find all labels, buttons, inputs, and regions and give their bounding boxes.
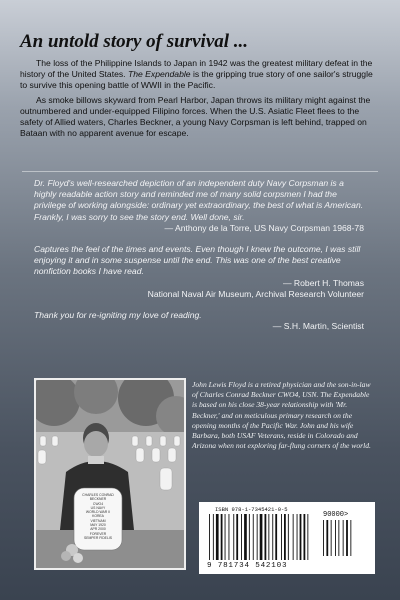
testimonial [34,310,364,332]
testimonial-attribution-affiliation: National Naval Air Museum, Archival Research Volunteer [147,288,364,299]
barcode-bar [236,514,238,560]
author-photo [34,378,186,570]
barcode-bar [268,514,269,560]
barcode-bar [265,514,267,560]
headstone-inscription: CHARLES CONRAD BECKNER CWO4 US NAVY WORLD WAR II KOREA VIETNAM MAY 1920 APR 2000 FOREVER SEMPER FIDELIS [82,493,114,540]
author-bio: John Lewis Floyd is a retired physician and the son-in-law of Charles Conrad Beckner CWO4, USN. The Expendable is based on his close 38-year relationship with 'Mr. Beckner,' and on meticulous primary research on the opening months of the Pacific War. John and his wife Barbara, both USAF Veterans, reside in Colorado and Arizona when not exploring far-flung corners of the world. [192,380,371,451]
barcode-bar [213,514,214,560]
testimonial-attribution: — S.H. Martin, Scientist [272,321,364,332]
barcode-bar [229,514,230,560]
barcode-bar [244,514,247,560]
price-code: 90000> [323,511,349,519]
addon-bar [338,520,339,556]
headline: An untold story of survival ... [20,31,249,52]
barcode-bar [272,514,273,560]
barcode-bar [257,514,258,560]
testimonial-attribution: — Robert H. Thomas [282,277,364,288]
testimonial-text: Thank you for re-igniting my love of reading. [34,310,202,321]
barcode-bar [281,514,282,560]
addon-bar [335,520,336,556]
barcode-bar [249,514,250,560]
addon-bar [331,520,332,556]
addon-bar [350,520,351,556]
intro-paragraph-1: The loss of the Philippine Islands to Japan in 1942 was the greatest military defeat in the history of the United States. The Expendable is the gripping true story of one sailor's struggle to survive this opening battle of WWII in the Pacific. [20,58,373,91]
barcode-bar [307,514,308,560]
barcode-bar [288,514,289,560]
barcode-bar [225,514,226,560]
barcode-bar [209,514,210,560]
isbn-barcode [199,502,375,574]
section-divider [22,171,378,172]
testimonial-text: Captures the feel of the times and events. Even though I knew the outcome, I was still enjoying it and in some suspense until the end. This was one of the best creative nonfiction books I have read. [34,244,361,277]
barcode-bar [275,514,277,560]
intro-section [20,58,380,139]
addon-bar [326,520,328,556]
barcode-bar [300,514,302,560]
barcode-bar [293,514,294,560]
barcode-bar [233,514,234,560]
barcode-bar [216,514,219,560]
barcode-bar [297,514,298,560]
addon-bar [346,520,348,556]
testimonial [34,244,364,300]
barcode-bar [260,514,263,560]
barcode-bar [221,514,223,560]
barcode-bar [284,514,286,560]
book-title-inline: The Expendable [127,69,191,80]
addon-bar [323,520,324,556]
testimonials [34,178,364,342]
ean-digits: 9 781734 542103 [207,562,288,570]
testimonial-text: Dr. Floyd's well-researched depiction of an independent duty Navy Corpsman is a highly readable action story and reminded me of many solid corpsmen I had the privilege of working alongside: ordinary yet extraordinary, the best of what is American. Frankly, I was sorry to see the story end. Well done, sir. [34,178,364,222]
barcode-bar [241,514,242,560]
barcode-bar [304,514,306,560]
intro-paragraph-2: As smoke billows skyward from Pearl Harbor, Japan throws its military might against the outnumbered and under-equipped Filipino forces. When the U.S. Asiatic Fleet flees to the safety of Allied waters, Charles Beckner, a young Navy Corpsman is left behind, trapped on Bataan with no apparent avenue for escape. [20,94,371,139]
isbn-text: ISBN 978-1-7345421-0-5 [215,506,288,513]
addon-bar [343,520,344,556]
testimonial-attribution: — Anthony de la Torre, US Navy Corpsman 1968-78 [164,222,364,233]
testimonial [34,178,364,234]
barcode-bar [253,514,254,560]
